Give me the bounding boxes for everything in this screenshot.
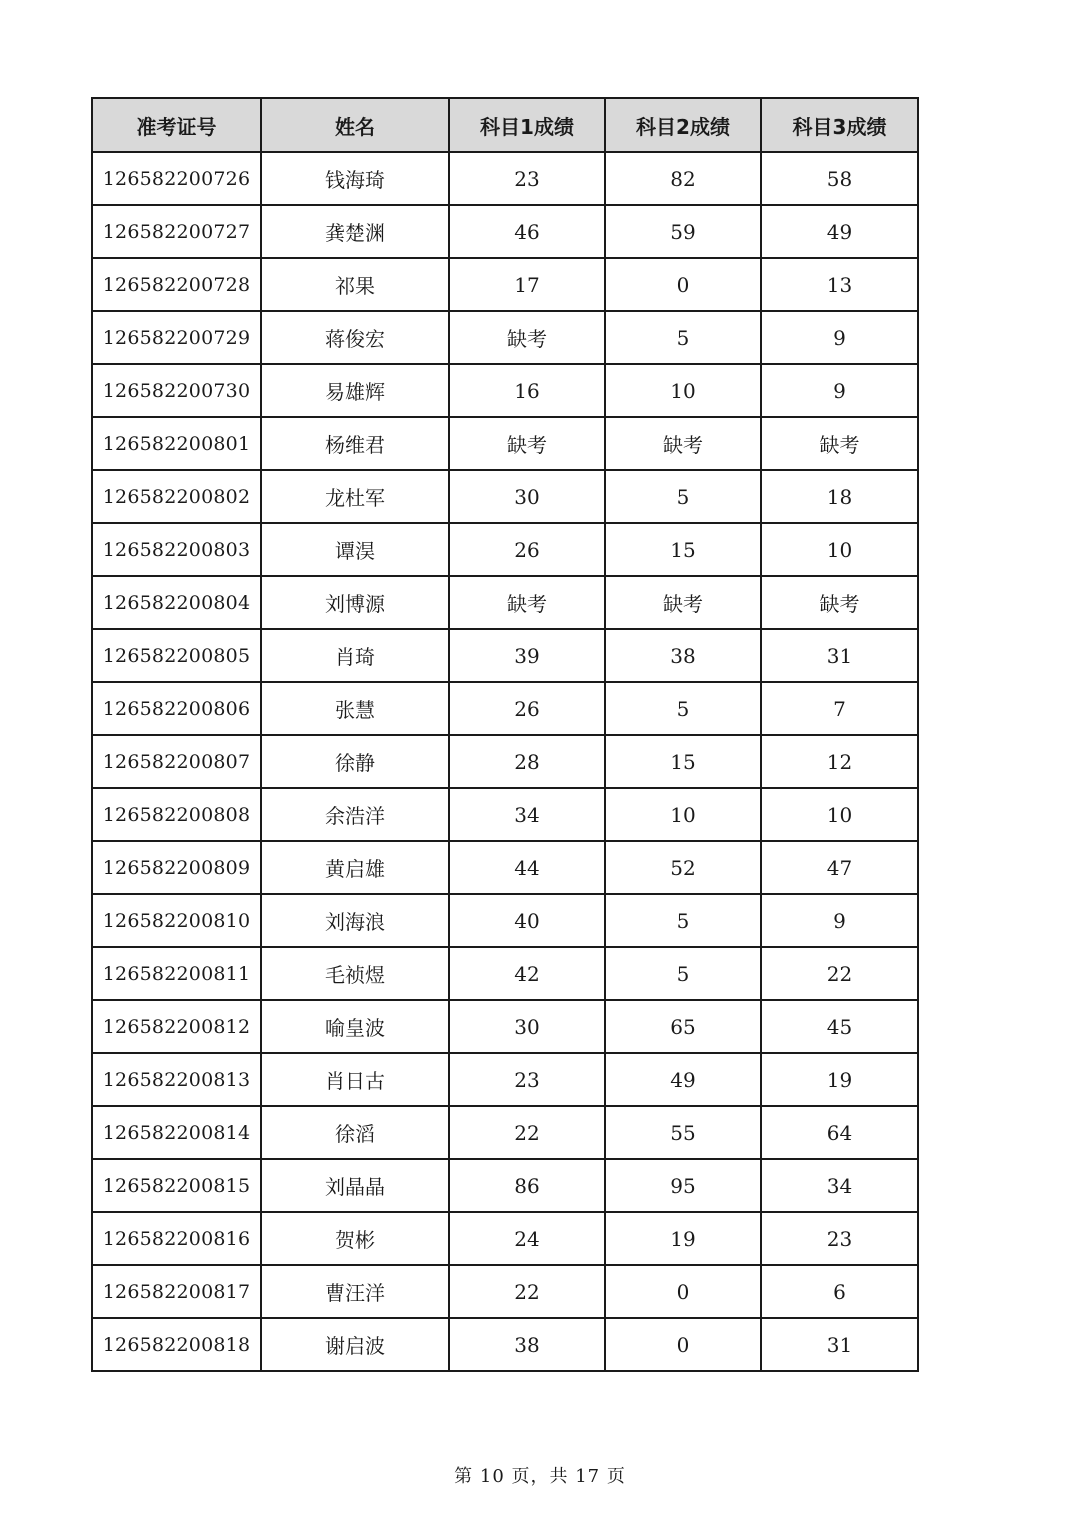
subject-3-score: 13 [761,258,918,311]
table-row [92,1106,918,1159]
subject-1-score: 28 [449,735,605,788]
subject-1-score: 42 [449,947,605,1000]
subject-2-score: 5 [605,947,761,1000]
table-row [92,894,918,947]
exam-id-cell: 126582200804 [92,576,261,629]
subject-2-score: 52 [605,841,761,894]
exam-id-cell: 126582200729 [92,311,261,364]
table-row [92,258,918,311]
subject-2-score: 38 [605,629,761,682]
subject-3-score: 10 [761,788,918,841]
table-row [92,417,918,470]
exam-id-cell: 126582200807 [92,735,261,788]
table-body [92,152,918,1371]
subject-2-score: 缺考 [605,576,761,629]
name-cell: 徐静 [261,735,449,788]
subject-1-score: 26 [449,682,605,735]
subject-1-score: 44 [449,841,605,894]
name-cell: 徐滔 [261,1106,449,1159]
subject-3-score: 6 [761,1265,918,1318]
score-table [91,97,919,1372]
name-cell: 张慧 [261,682,449,735]
exam-id-cell: 126582200801 [92,417,261,470]
subject-1-score: 86 [449,1159,605,1212]
subject-2-score: 49 [605,1053,761,1106]
table-row [92,205,918,258]
subject-2-score: 5 [605,894,761,947]
name-cell: 余浩洋 [261,788,449,841]
table-row [92,1265,918,1318]
subject-1-score: 24 [449,1212,605,1265]
subject-1-score: 26 [449,523,605,576]
exam-id-cell: 126582200816 [92,1212,261,1265]
exam-id-cell: 126582200809 [92,841,261,894]
subject-3-score: 23 [761,1212,918,1265]
table-row [92,1212,918,1265]
name-cell: 钱海琦 [261,152,449,205]
subject-1-score: 22 [449,1265,605,1318]
subject-1-score: 30 [449,470,605,523]
header-row [92,98,918,152]
table-row [92,682,918,735]
table-row [92,1000,918,1053]
exam-id-cell: 126582200730 [92,364,261,417]
exam-id-cell: 126582200726 [92,152,261,205]
subject-3-score: 7 [761,682,918,735]
subject-2-score: 82 [605,152,761,205]
subject-3-score: 31 [761,1318,918,1371]
subject-1-score: 缺考 [449,417,605,470]
header-name: 姓名 [261,98,449,152]
subject-2-score: 5 [605,682,761,735]
subject-1-score: 38 [449,1318,605,1371]
name-cell: 黄启雄 [261,841,449,894]
exam-id-cell: 126582200805 [92,629,261,682]
name-cell: 杨维君 [261,417,449,470]
table-row [92,1318,918,1371]
exam-id-cell: 126582200803 [92,523,261,576]
subject-3-score: 9 [761,894,918,947]
subject-1-score: 23 [449,1053,605,1106]
subject-3-score: 9 [761,364,918,417]
name-cell: 刘博源 [261,576,449,629]
exam-id-cell: 126582200808 [92,788,261,841]
subject-3-score: 45 [761,1000,918,1053]
name-cell: 谢启波 [261,1318,449,1371]
exam-id-cell: 126582200818 [92,1318,261,1371]
table-row [92,1159,918,1212]
name-cell: 喻皇波 [261,1000,449,1053]
table-row [92,470,918,523]
exam-id-cell: 126582200806 [92,682,261,735]
subject-3-score: 19 [761,1053,918,1106]
exam-id-cell: 126582200728 [92,258,261,311]
subject-3-score: 47 [761,841,918,894]
table-row [92,947,918,1000]
subject-1-score: 30 [449,1000,605,1053]
subject-3-score: 49 [761,205,918,258]
exam-id-cell: 126582200814 [92,1106,261,1159]
name-cell: 祁果 [261,258,449,311]
subject-2-score: 0 [605,1265,761,1318]
subject-3-score: 34 [761,1159,918,1212]
exam-id-cell: 126582200817 [92,1265,261,1318]
name-cell: 贺彬 [261,1212,449,1265]
subject-2-score: 0 [605,258,761,311]
subject-3-score: 18 [761,470,918,523]
name-cell: 肖琦 [261,629,449,682]
subject-3-score: 缺考 [761,576,918,629]
page-number: 第 10 页，共 17 页 [454,1466,626,1487]
subject-2-score: 5 [605,470,761,523]
table-row [92,364,918,417]
subject-2-score: 59 [605,205,761,258]
subject-1-score: 缺考 [449,311,605,364]
name-cell: 龚楚渊 [261,205,449,258]
subject-2-score: 15 [605,735,761,788]
subject-1-score: 39 [449,629,605,682]
name-cell: 肖日古 [261,1053,449,1106]
subject-3-score: 缺考 [761,417,918,470]
subject-2-score: 0 [605,1318,761,1371]
exam-id-cell: 126582200727 [92,205,261,258]
subject-3-score: 58 [761,152,918,205]
name-cell: 曹汪洋 [261,1265,449,1318]
subject-2-score: 缺考 [605,417,761,470]
subject-1-score: 40 [449,894,605,947]
exam-id-cell: 126582200810 [92,894,261,947]
header-subject-2: 科目2成绩 [605,98,761,152]
exam-id-cell: 126582200812 [92,1000,261,1053]
subject-3-score: 31 [761,629,918,682]
table-row [92,629,918,682]
name-cell: 龙杜军 [261,470,449,523]
subject-1-score: 22 [449,1106,605,1159]
exam-id-cell: 126582200811 [92,947,261,1000]
subject-1-score: 46 [449,205,605,258]
header-subject-1: 科目1成绩 [449,98,605,152]
subject-3-score: 64 [761,1106,918,1159]
table-row [92,1053,918,1106]
subject-2-score: 15 [605,523,761,576]
subject-2-score: 10 [605,788,761,841]
table-row [92,735,918,788]
table-row [92,788,918,841]
subject-2-score: 95 [605,1159,761,1212]
exam-id-cell: 126582200815 [92,1159,261,1212]
table-row [92,311,918,364]
subject-2-score: 19 [605,1212,761,1265]
subject-1-score: 17 [449,258,605,311]
subject-2-score: 55 [605,1106,761,1159]
table-header [92,98,918,152]
table-row [92,576,918,629]
subject-2-score: 10 [605,364,761,417]
subject-1-score: 23 [449,152,605,205]
table-row [92,841,918,894]
subject-3-score: 22 [761,947,918,1000]
subject-3-score: 9 [761,311,918,364]
subject-1-score: 16 [449,364,605,417]
header-exam-id: 准考证号 [92,98,261,152]
subject-2-score: 65 [605,1000,761,1053]
table-row [92,152,918,205]
header-subject-3: 科目3成绩 [761,98,918,152]
subject-3-score: 12 [761,735,918,788]
name-cell: 谭淏 [261,523,449,576]
name-cell: 刘海浪 [261,894,449,947]
name-cell: 蒋俊宏 [261,311,449,364]
name-cell: 刘晶晶 [261,1159,449,1212]
exam-id-cell: 126582200813 [92,1053,261,1106]
subject-1-score: 缺考 [449,576,605,629]
subject-3-score: 10 [761,523,918,576]
subject-2-score: 5 [605,311,761,364]
name-cell: 易雄辉 [261,364,449,417]
name-cell: 毛祯煜 [261,947,449,1000]
subject-1-score: 34 [449,788,605,841]
table-row [92,523,918,576]
exam-id-cell: 126582200802 [92,470,261,523]
